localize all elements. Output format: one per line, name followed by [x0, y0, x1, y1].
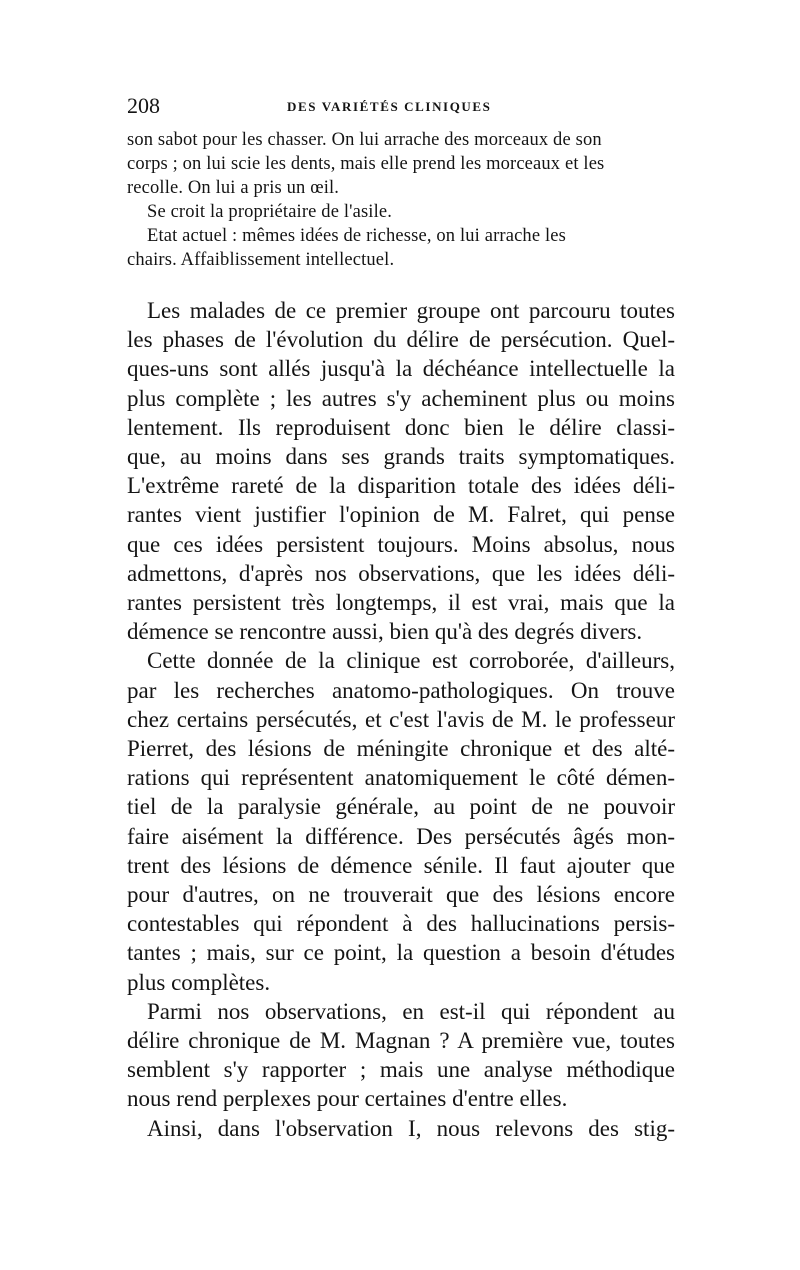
paragraph-line: que ces idées persistent toujours. Moins absolus, nous — [127, 531, 675, 557]
paragraph-line: tantes ; mais, sur ce point, la question a besoin d'études — [127, 940, 675, 966]
paragraph-line: Cette donnée de la clinique est corroborée, d'ailleurs, — [147, 648, 675, 674]
observation-line: corps ; on lui scie les dents, mais elle prend les morceaux et les — [127, 154, 605, 174]
paragraph-line: démence se rencontre aussi, bien qu'à des degrés divers. — [127, 619, 643, 645]
paragraph-line: par les recherches anatomo-pathologiques. On trouve — [127, 677, 675, 703]
paragraph-line: lentement. Ils reproduisent donc bien le délire classi- — [127, 414, 675, 440]
page-header — [127, 93, 675, 123]
paragraph-line: rantes persistent très longtemps, il est vrai, mais que la — [127, 590, 675, 615]
paragraph-line: Ainsi, dans l'observation I, nous relevons des stig- — [147, 1115, 675, 1141]
paragraph-line: Pierret, des lésions de méningite chronique et des alté- — [127, 736, 675, 761]
paragraph-line: faire aisément la différence. Des persécutés âgés mon- — [127, 823, 675, 849]
paragraph-line: ques-uns sont allés jusqu'à la déchéance intellectuelle la — [127, 356, 675, 382]
paragraph-line: que, au moins dans ses grands traits symptomatiques. — [127, 444, 675, 469]
paragraph-line: rations qui représentent anatomiquement le côté démen- — [127, 765, 675, 791]
paragraph-line: L'extrême rareté de la disparition totale des idées déli- — [127, 473, 675, 499]
observation-line: recolle. On lui a pris un œil. — [127, 178, 340, 198]
paragraph-line: délire chronique de M. Magnan ? A première vue, toutes — [127, 1028, 675, 1053]
paragraph-line: plus complète ; les autres s'y acheminent plus ou moins — [127, 385, 675, 411]
page-number: 208 — [127, 93, 160, 118]
observation-line: son sabot pour les chasser. On lui arrache des morceaux de son — [127, 130, 602, 150]
paragraph-line: contestables qui répondent à des hallucinations persis- — [127, 911, 675, 937]
observation-line: Se croit la propriétaire de l'asile. — [147, 202, 393, 222]
paragraph-line: pour d'autres, on ne trouverait que des lésions encore — [127, 882, 675, 907]
paragraph-line: chez certains persécutés, et c'est l'avis de M. le professeur — [127, 706, 675, 732]
paragraph-line: plus complètes. — [127, 969, 271, 995]
paragraph-line: les phases de l'évolution du délire de persécution. Quel- — [127, 327, 675, 353]
paragraph-line: Parmi nos observations, en est-il qui répondent au — [147, 998, 675, 1024]
paragraph-line: trent des lésions de démence sénile. Il faut ajouter que — [127, 852, 675, 878]
paragraph-line: nous rend perplexes pour certaines d'entre elles. — [127, 1086, 568, 1112]
observation-line: Etat actuel : mêmes idées de richesse, on lui arrache les — [147, 226, 566, 246]
observation-line: chairs. Affaiblissement intellectuel. — [127, 250, 395, 270]
paragraph-line: Les malades de ce premier groupe ont parcouru toutes — [147, 298, 675, 323]
paragraph-line: semblent s'y rapporter ; mais une analyse méthodique — [127, 1057, 675, 1083]
paragraph-line: admettons, d'après nos observations, que les idées déli- — [127, 560, 675, 586]
paragraph-line: tiel de la paralysie générale, au point de ne pouvoir — [127, 794, 675, 820]
paragraph-line: rantes vient justifier l'opinion de M. Falret, qui pense — [127, 502, 675, 528]
running-title: DES VARIÉTÉS CLINIQUES — [287, 99, 492, 114]
